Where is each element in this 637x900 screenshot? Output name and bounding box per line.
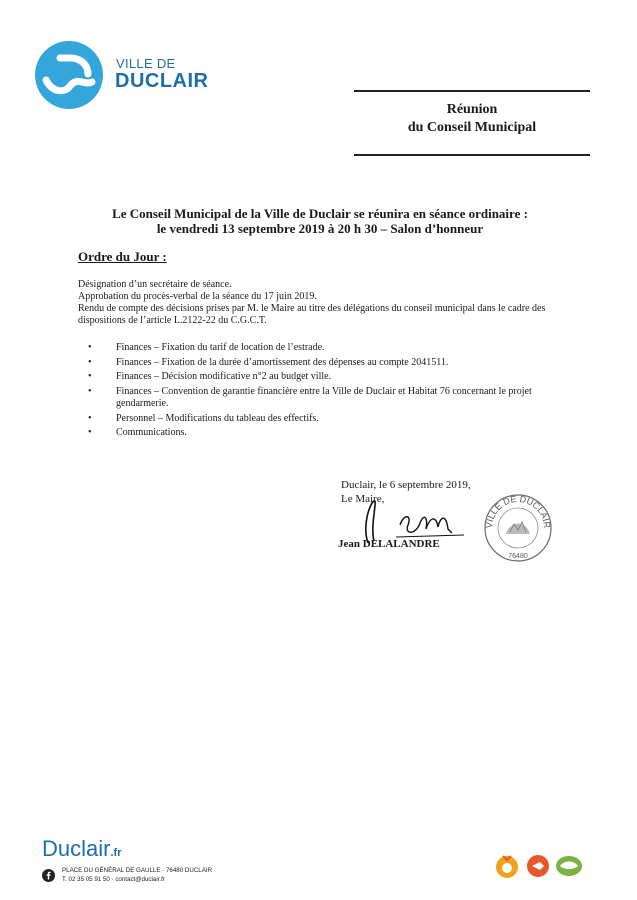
agenda-item-text: Finances – Convention de garantie financière entre la Ville de Duclair et Habitat 76 concernant le projet gendarmerie. [116, 385, 532, 409]
footer-address [62, 866, 212, 884]
signature-role: Le Maire, [341, 493, 385, 505]
signature-place-date: Duclair, le 6 septembre 2019, [341, 479, 471, 491]
agenda-paragraph: Approbation du procès-verbal de la séance du 17 juin 2019. [78, 291, 317, 302]
green-fish-icon [556, 856, 582, 876]
signature-name: Jean DELALANDRE [338, 538, 440, 550]
logo-big-text: DUCLAIR [115, 70, 209, 92]
title-bottom-rule [354, 154, 590, 156]
agenda-item-text: Finances – Fixation de la durée d’amortissement des dépenses au compte 2041511. [116, 356, 449, 368]
agenda-item [88, 357, 568, 370]
agenda-paragraph: Désignation d’un secrétaire de séance. [78, 279, 232, 290]
agenda-item [88, 413, 568, 426]
agenda-item-text: Personnel – Modifications du tableau des effectifs. [116, 412, 319, 424]
bullet: • [88, 427, 92, 438]
bullet: • [88, 356, 92, 368]
logo-small-text: VILLE DE [116, 56, 176, 71]
bullet: • [88, 385, 92, 397]
footer-brand-suffix: .fr [110, 847, 122, 859]
stamp-code: 76480 [508, 553, 528, 560]
stamp-text: VILLE DE DUCLAIR [483, 493, 553, 529]
agenda-list [88, 342, 568, 442]
footer-brand-text: Duclair [42, 836, 111, 861]
intro-line-2: le vendredi 13 septembre 2019 à 20 h 30 – Salon d’honneur [156, 221, 484, 236]
city-stamp-icon [482, 490, 554, 564]
footer-address-line-1: PLACE DU GÉNÉRAL DE GAULLE · 76480 DUCLAIR [62, 867, 213, 874]
agenda-item [88, 386, 568, 411]
footer-theme-icons [494, 852, 586, 880]
footer-contact-line: T. 02 35 05 91 50 · contact@duclair.fr [62, 876, 165, 883]
duclair-logo-icon [34, 40, 104, 110]
orange-face-icon [496, 856, 518, 878]
intro-line-1: Le Conseil Municipal de la Ville de Duclair se réunira en séance ordinaire : [112, 206, 528, 221]
bullet: • [88, 412, 92, 424]
facebook-icon[interactable] [42, 869, 55, 882]
agenda-item-text: Finances – Décision modificative n°2 au budget ville. [116, 371, 332, 382]
agenda-item [88, 342, 568, 355]
agenda-item [88, 427, 568, 440]
red-bird-icon [527, 855, 549, 877]
title-line-2: du Conseil Municipal [407, 120, 537, 135]
agenda-heading: Ordre du Jour : [78, 249, 167, 264]
title-line-1: Réunion [446, 102, 498, 117]
agenda-item [88, 371, 568, 384]
title-top-rule [354, 90, 590, 92]
bullet: • [88, 342, 92, 353]
agenda-item-text: Finances – Fixation du tarif de location de l’estrade. [116, 342, 325, 353]
agenda-paragraph: Rendu de compte des décisions prises par M. le Maire au titre des délégations du conseil municipal dans le cadre des dispositions de l’article L.2122-22 du C.G.C.T. [78, 303, 546, 326]
bullet: • [88, 371, 92, 382]
footer-brand [42, 836, 121, 862]
agenda-item-text: Communications. [116, 427, 187, 438]
